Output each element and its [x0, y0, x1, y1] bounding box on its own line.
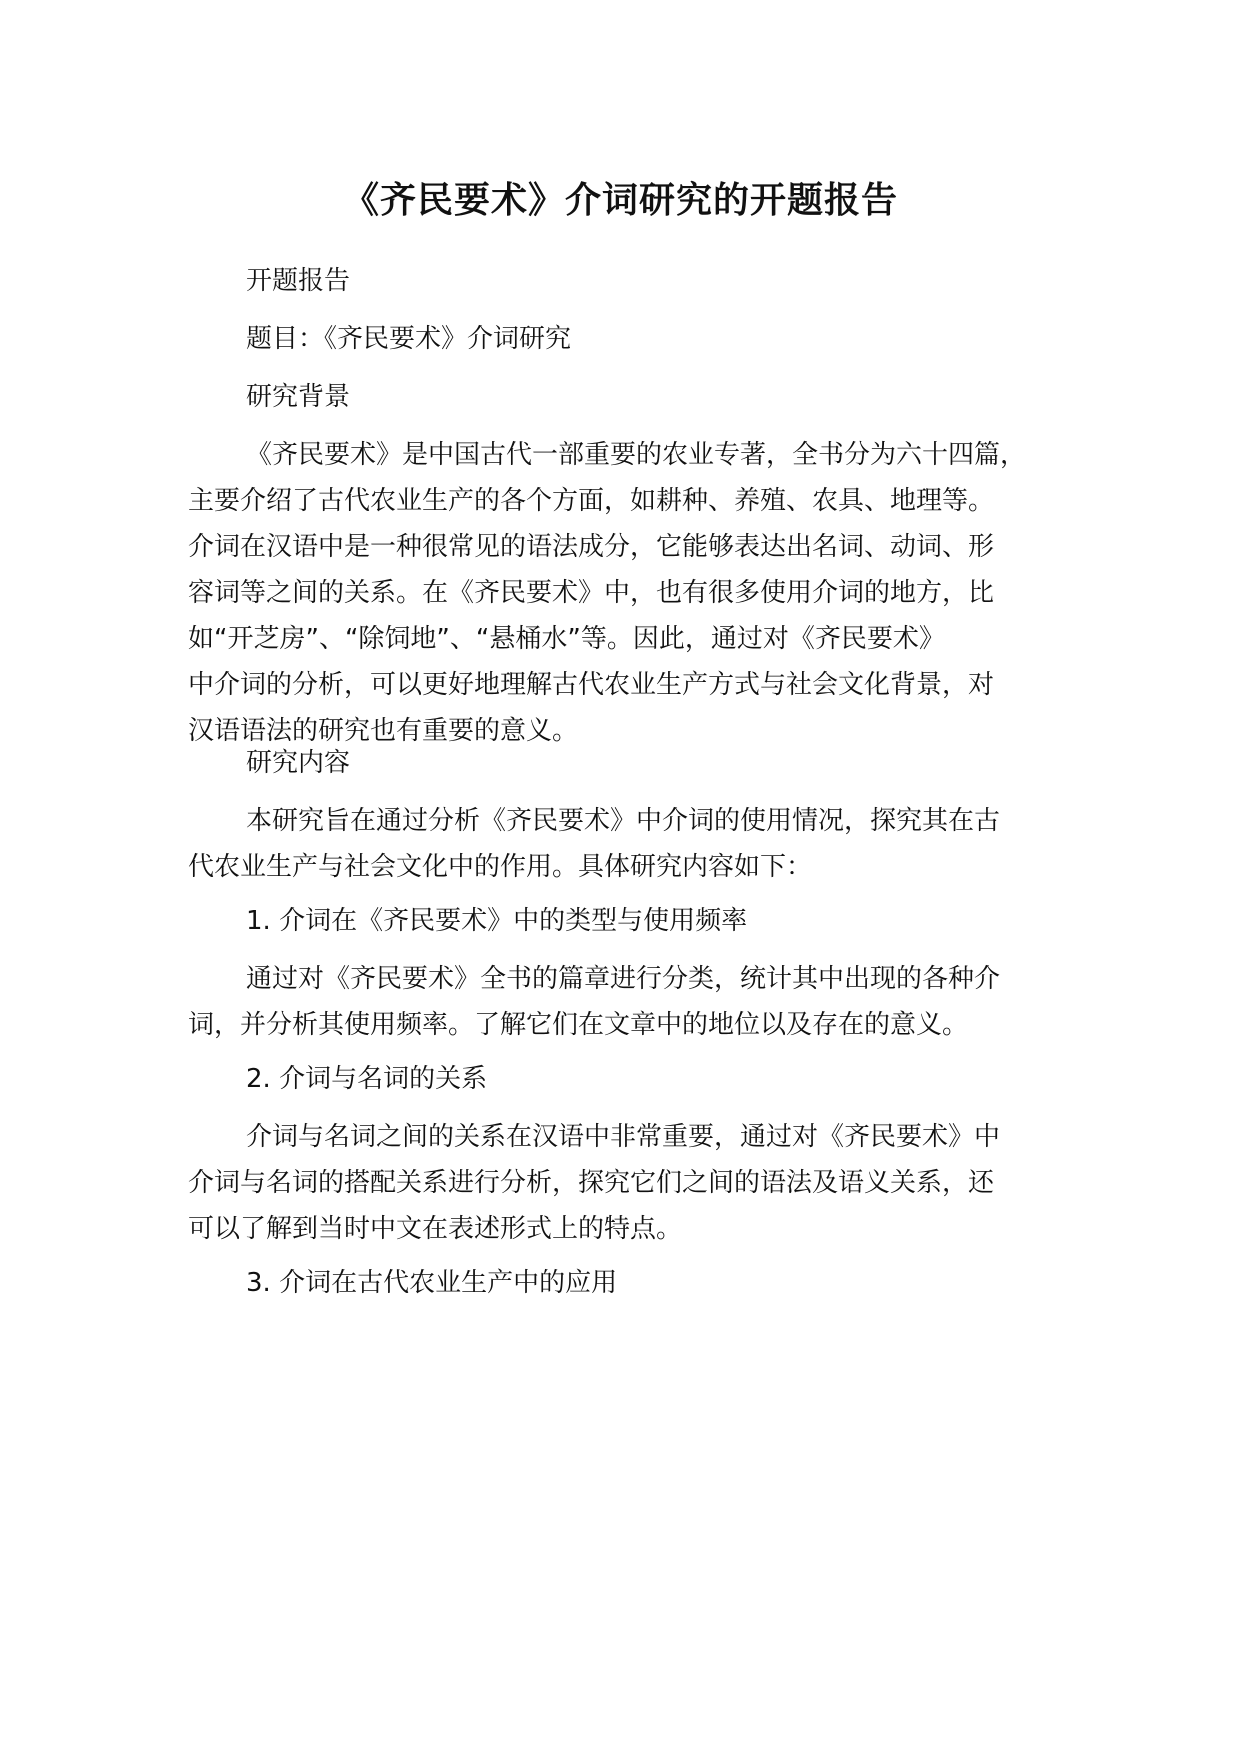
document-title: 《齐民要术》介词研究的开题报告	[342, 180, 898, 221]
paragraph-line: 容词等之间的关系。在《齐民要术》中，也有很多使用介词的地方，比	[188, 578, 995, 608]
paragraph-line: 主要介绍了古代农业生产的各个方面，如耕种、养殖、农具、地理等。	[188, 486, 995, 516]
paragraph-line: 介词与名词之间的关系在汉语中非常重要，通过对《齐民要术》中	[246, 1122, 1001, 1152]
section-heading-background: 研究背景	[246, 382, 351, 412]
paragraph-line: 代农业生产与社会文化中的作用。具体研究内容如下：	[188, 852, 813, 882]
paragraph-line: 《齐民要术》是中国古代一部重要的农业专著，全书分为六十四篇，	[246, 440, 1027, 470]
heading-report: 开题报告	[246, 266, 351, 296]
paragraph-line: 介词与名词的搭配关系进行分析，探究它们之间的语法及语义关系，还	[188, 1168, 995, 1198]
item2-heading: 2. 介词与名词的关系	[246, 1064, 488, 1094]
paragraph-line: 如“开芝房”、“除饲地”、“悬桶水”等。因此，通过对《齐民要术》	[188, 624, 945, 654]
paragraph-line: 介词在汉语中是一种很常见的语法成分，它能够表达出名词、动词、形	[188, 532, 995, 562]
item1-heading: 1. 介词在《齐民要术》中的类型与使用频率	[246, 906, 748, 936]
item2-paragraph	[188, 1114, 1088, 1252]
background-paragraph	[188, 432, 1088, 754]
item3-heading: 3. 介词在古代农业生产中的应用	[246, 1268, 618, 1298]
paragraph-line: 通过对《齐民要术》全书的篇章进行分类，统计其中出现的各种介	[246, 964, 1001, 994]
paragraph-line: 本研究旨在通过分析《齐民要术》中介词的使用情况，探究其在古	[246, 806, 1001, 836]
section-heading-content: 研究内容	[246, 748, 351, 778]
content-paragraph	[188, 798, 1088, 890]
subject-line: 题目：《齐民要术》介词研究	[246, 324, 572, 354]
item1-paragraph	[188, 956, 1088, 1048]
paragraph-line: 汉语语法的研究也有重要的意义。	[188, 716, 579, 746]
paragraph-line: 词，并分析其使用频率。了解它们在文章中的地位以及存在的意义。	[188, 1010, 969, 1040]
paragraph-line: 中介词的分析，可以更好地理解古代农业生产方式与社会文化背景，对	[188, 670, 995, 700]
paragraph-line: 可以了解到当时中文在表述形式上的特点。	[188, 1214, 683, 1244]
